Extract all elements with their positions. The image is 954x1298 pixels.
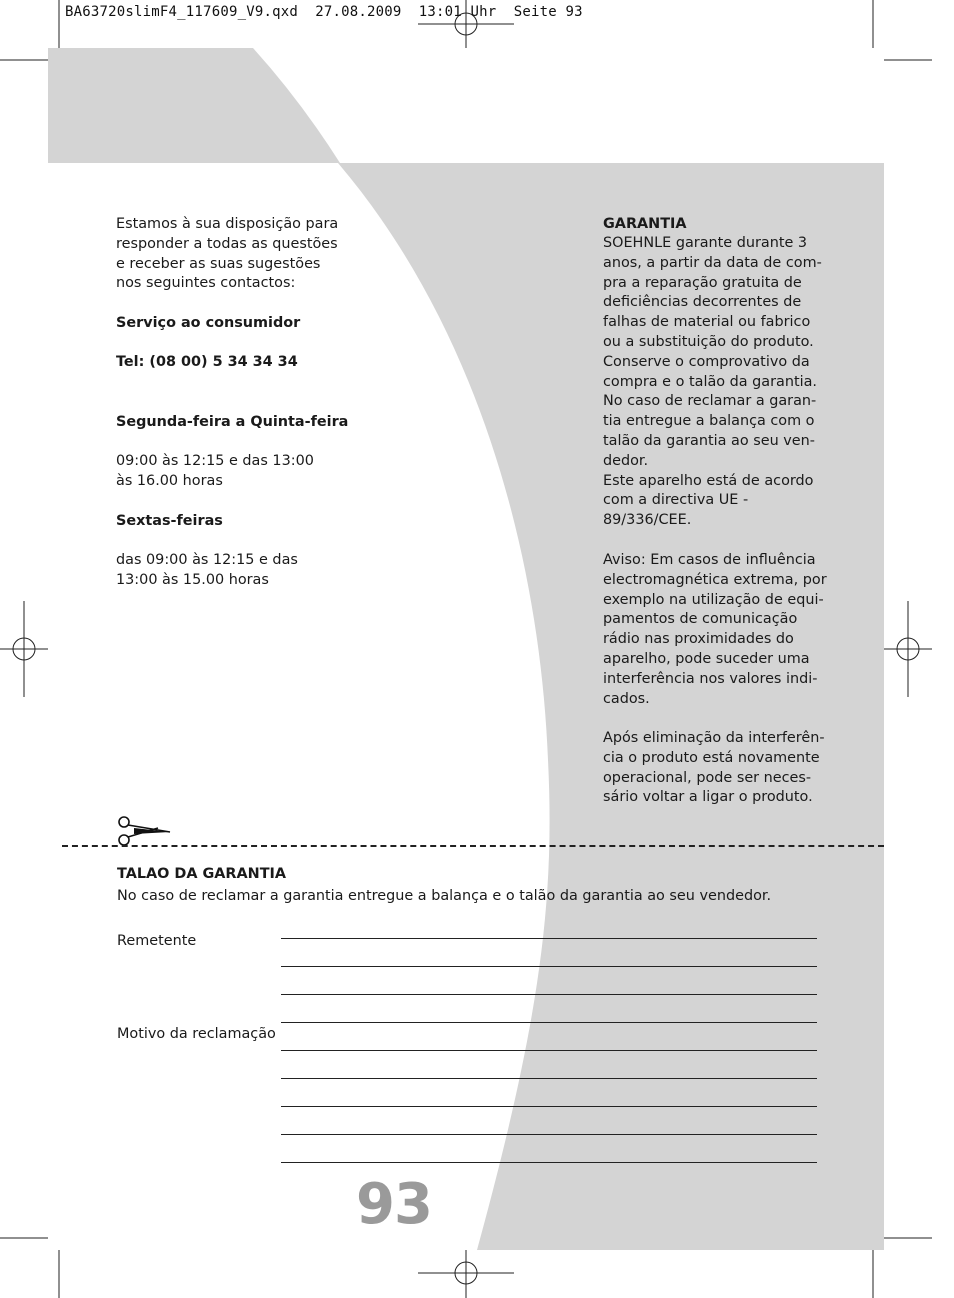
sender-label: Remetente <box>117 933 197 949</box>
reason-line[interactable] <box>281 1106 817 1107</box>
scissors-icon <box>114 814 174 848</box>
sender-line[interactable] <box>281 938 817 939</box>
warranty-heading: GARANTIA <box>603 216 687 232</box>
reason-line[interactable] <box>281 1050 817 1051</box>
cut-line <box>62 845 884 847</box>
print-slug: BA63720slimF4_117609_V9.qxd 27.08.2009 13:01 Uhr Seite 93 <box>65 4 583 20</box>
friday-hours: das 09:00 às 12:15 e das 13:00 às 15.00 horas <box>116 552 298 588</box>
crop-registration-mark-icon <box>0 601 48 697</box>
reason-label: Motivo da reclamação <box>117 1026 276 1042</box>
crop-registration-mark-icon <box>418 1250 514 1298</box>
weekday-heading: Segunda-feira a Quinta-feira <box>116 414 349 430</box>
sender-line[interactable] <box>281 994 817 995</box>
page-number: 93 <box>356 1172 432 1237</box>
phone-number: Tel: (08 00) 5 34 34 34 <box>116 354 298 370</box>
coupon-instruction: No caso de reclamar a garantia entregue a balança e o talão da garantia ao seu vendedor. <box>117 888 772 904</box>
weekday-hours: 09:00 às 12:15 e das 13:00 às 16.00 horas <box>116 453 314 489</box>
reason-line[interactable] <box>281 1162 817 1163</box>
sender-line[interactable] <box>281 966 817 967</box>
warranty-notice: Aviso: Em casos de influência electromagnética extrema, por exemplo na utilização de equi- pamentos de comunicação rádio nas proximidades do aparelho, pode suceder uma interferência nos valores indi- cados. <box>603 552 827 707</box>
friday-heading: Sextas-feiras <box>116 513 223 529</box>
contact-intro: Estamos à sua disposição para responder a todas as questões e receber as suas sugestões nos seguintes contactos: <box>116 216 339 292</box>
reason-line[interactable] <box>281 1022 817 1023</box>
contact-section <box>116 215 356 294</box>
reason-line[interactable] <box>281 1078 817 1079</box>
service-heading: Serviço ao consumidor <box>116 315 301 331</box>
coupon-heading: TALAO DA GARANTIA <box>117 866 286 882</box>
warranty-body: SOEHNLE garante durante 3 anos, a partir da data de com- pra a reparação gratuita de deficiências decorrentes de falhas de material ou fabrico ou a substituição do produto. Conserve o comprovativo da compra e o talão da garantia. No caso de reclamar a garan- tia entregue a balança com o talão da garantia ao seu ven- dedor. Este aparelho está de acordo com a directiva UE - 89/336/CEE. <box>603 235 822 529</box>
warranty-after: Após eliminação da interferên- cia o produto está novamente operacional, pode ser neces- sário voltar a ligar o produto. <box>603 730 825 806</box>
top-gray-panel <box>48 48 340 163</box>
crop-registration-mark-icon <box>884 601 932 697</box>
reason-line[interactable] <box>281 1134 817 1135</box>
